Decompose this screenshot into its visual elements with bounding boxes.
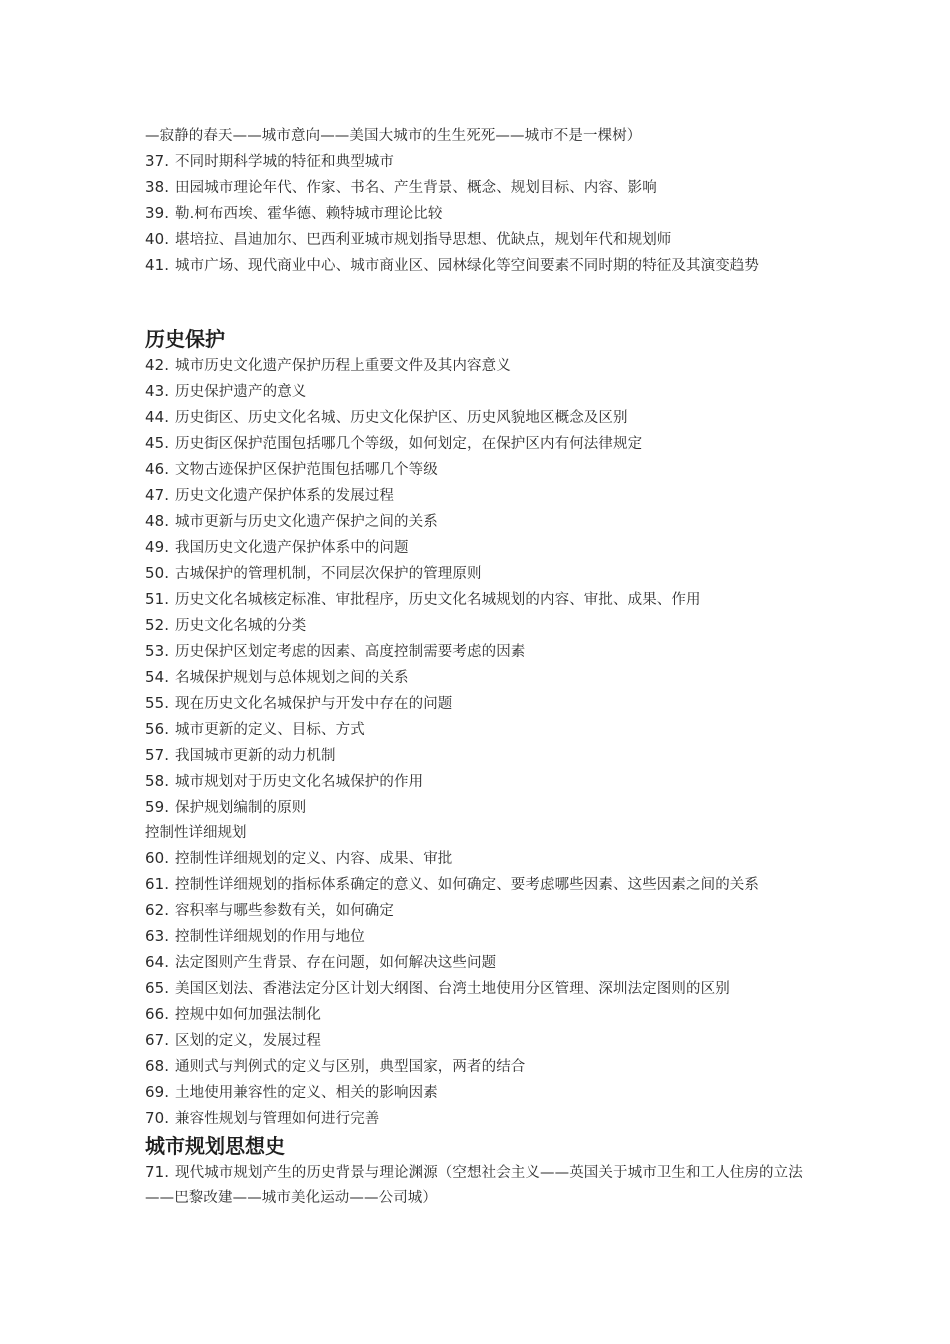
list-item	[145, 795, 815, 821]
item-number: 68.	[145, 1057, 170, 1075]
item-number: 63.	[145, 927, 170, 945]
item-text: 古城保护的管理机制，不同层次保护的管理原则	[175, 566, 482, 582]
item-number: 54.	[145, 668, 170, 686]
item-text: 文物古迹保护区保护范围包括哪几个等级	[175, 462, 438, 478]
item-number: 61.	[145, 875, 170, 893]
list-item	[145, 535, 815, 561]
item-number: 45.	[145, 434, 170, 452]
list-item	[145, 1028, 815, 1054]
item-text: 法定图则产生背景、存在问题，如何解决这些问题	[175, 955, 497, 971]
item-text: 美国区划法、香港法定分区计划大纲图、台湾土地使用分区管理、深圳法定图则的区别	[175, 981, 730, 997]
item-text: 区划的定义，发展过程	[175, 1033, 321, 1049]
list-item	[145, 457, 815, 483]
heading-planning-thought-history: 城市规划思想史	[145, 1134, 285, 1158]
list-item	[145, 613, 815, 639]
item-number: 57.	[145, 746, 170, 764]
item-text: 容积率与哪些参数有关，如何确定	[175, 903, 394, 919]
item-number: 42.	[145, 356, 170, 374]
list-item	[145, 227, 815, 253]
item-number: 67.	[145, 1031, 170, 1049]
item-number: 37.	[145, 152, 170, 170]
list-item	[145, 1080, 815, 1106]
section-gap	[145, 279, 815, 325]
item-text: 勒.柯布西埃、霍华德、赖特城市理论比较	[175, 206, 443, 222]
item-number: 65.	[145, 979, 170, 997]
item-text: 历史街区、历史文化名城、历史文化保护区、历史风貌地区概念及区别	[175, 410, 628, 426]
item-number: 44.	[145, 408, 170, 426]
item-number: 47.	[145, 486, 170, 504]
heading-history-protection: 历史保护	[145, 327, 225, 351]
item-number: 53.	[145, 642, 170, 660]
history-list	[145, 353, 815, 821]
item-number: 71.	[145, 1163, 170, 1181]
item-text: 土地使用兼容性的定义、相关的影响因素	[175, 1085, 438, 1101]
item-text: 历史文化名城核定标准、审批程序，历史文化名城规划的内容、审批、成果、作用	[175, 592, 701, 608]
item-text: 控制性详细规划的定义、内容、成果、审批	[175, 851, 453, 867]
item-number: 46.	[145, 460, 170, 478]
list-item	[145, 175, 815, 201]
item-text: 历史保护区划定考虑的因素、高度控制需要考虑的因素	[175, 644, 526, 660]
list-item	[145, 561, 815, 587]
item-number: 52.	[145, 616, 170, 634]
item-text: 城市广场、现代商业中心、城市商业区、园林绿化等空间要素不同时期的特征及其演变趋势	[175, 258, 759, 274]
item-number: 66.	[145, 1005, 170, 1023]
item-text: 我国城市更新的动力机制	[175, 748, 336, 764]
list-item	[145, 665, 815, 691]
list-item	[145, 405, 815, 431]
item-text: 堪培拉、昌迪加尔、巴西利亚城市规划指导思想、优缺点，规划年代和规划师	[175, 232, 672, 248]
list-item	[145, 872, 815, 898]
item-number: 38.	[145, 178, 170, 196]
list-item	[145, 846, 815, 872]
item-number: 58.	[145, 772, 170, 790]
item-number: 50.	[145, 564, 170, 582]
list-item	[145, 950, 815, 976]
item-text: 不同时期科学城的特征和典型城市	[175, 154, 394, 170]
item-text: 我国历史文化遗产保护体系中的问题	[175, 540, 409, 556]
section-1-list	[145, 149, 815, 279]
item-number: 51.	[145, 590, 170, 608]
item-text: 名城保护规划与总体规划之间的关系	[175, 670, 409, 686]
list-item	[145, 509, 815, 535]
list-item	[145, 898, 815, 924]
item-text: 田园城市理论年代、作家、书名、产生背景、概念、规划目标、内容、影响	[175, 180, 657, 196]
item-number: 49.	[145, 538, 170, 556]
list-item	[145, 483, 815, 509]
list-item	[145, 1160, 815, 1211]
list-item	[145, 769, 815, 795]
item-text: 控制性详细规划的作用与地位	[175, 929, 365, 945]
list-item	[145, 431, 815, 457]
list-item	[145, 201, 815, 227]
list-item	[145, 743, 815, 769]
item-number: 39.	[145, 204, 170, 222]
list-item	[145, 1054, 815, 1080]
list-item	[145, 379, 815, 405]
item-text: 现代城市规划产生的历史背景与理论渊源（空想社会主义——英国关于城市卫生和工人住房的立法——巴黎改建——城市美化运动——公司城）	[145, 1165, 803, 1206]
list-item	[145, 253, 815, 279]
list-item	[145, 149, 815, 175]
item-text: 城市规划对于历史文化名城保护的作用	[175, 774, 424, 790]
item-number: 64.	[145, 953, 170, 971]
item-text: 兼容性规划与管理如何进行完善	[175, 1111, 380, 1127]
item-number: 69.	[145, 1083, 170, 1101]
continuation-line: —寂静的春天——城市意向——美国大城市的生生死死——城市不是一棵树）	[145, 128, 642, 144]
control-list	[145, 846, 815, 1132]
item-text: 控制性详细规划的指标体系确定的意义、如何确定、要考虑哪些因素、这些因素之间的关系	[175, 877, 759, 893]
item-number: 40.	[145, 230, 170, 248]
item-text: 历史街区保护范围包括哪几个等级，如何划定，在保护区内有何法律规定	[175, 436, 643, 452]
item-number: 43.	[145, 382, 170, 400]
list-item	[145, 1002, 815, 1028]
item-text: 城市更新与历史文化遗产保护之间的关系	[175, 514, 438, 530]
item-text: 历史文化遗产保护体系的发展过程	[175, 488, 394, 504]
item-number: 48.	[145, 512, 170, 530]
item-text: 现在历史文化名城保护与开发中存在的问题	[175, 696, 453, 712]
list-item	[145, 1106, 815, 1132]
thought-list	[145, 1160, 815, 1211]
item-text: 历史保护遗产的意义	[175, 384, 307, 400]
item-text: 城市更新的定义、目标、方式	[175, 722, 365, 738]
item-text: 历史文化名城的分类	[175, 618, 307, 634]
item-text: 控规中如何加强法制化	[175, 1007, 321, 1023]
list-item	[145, 691, 815, 717]
item-text: 保护规划编制的原则	[175, 800, 307, 816]
item-text: 通则式与判例式的定义与区别，典型国家，两者的结合	[175, 1059, 526, 1075]
list-item	[145, 924, 815, 950]
subheading-control-plan: 控制性详细规划	[145, 825, 247, 841]
item-number: 59.	[145, 798, 170, 816]
item-number: 70.	[145, 1109, 170, 1127]
item-number: 41.	[145, 256, 170, 274]
list-item	[145, 639, 815, 665]
document-page	[145, 124, 815, 1211]
item-number: 62.	[145, 901, 170, 919]
list-item	[145, 717, 815, 743]
item-text: 城市历史文化遗产保护历程上重要文件及其内容意义	[175, 358, 511, 374]
item-number: 55.	[145, 694, 170, 712]
item-number: 56.	[145, 720, 170, 738]
list-item	[145, 976, 815, 1002]
list-item	[145, 353, 815, 379]
item-number: 60.	[145, 849, 170, 867]
list-item	[145, 587, 815, 613]
